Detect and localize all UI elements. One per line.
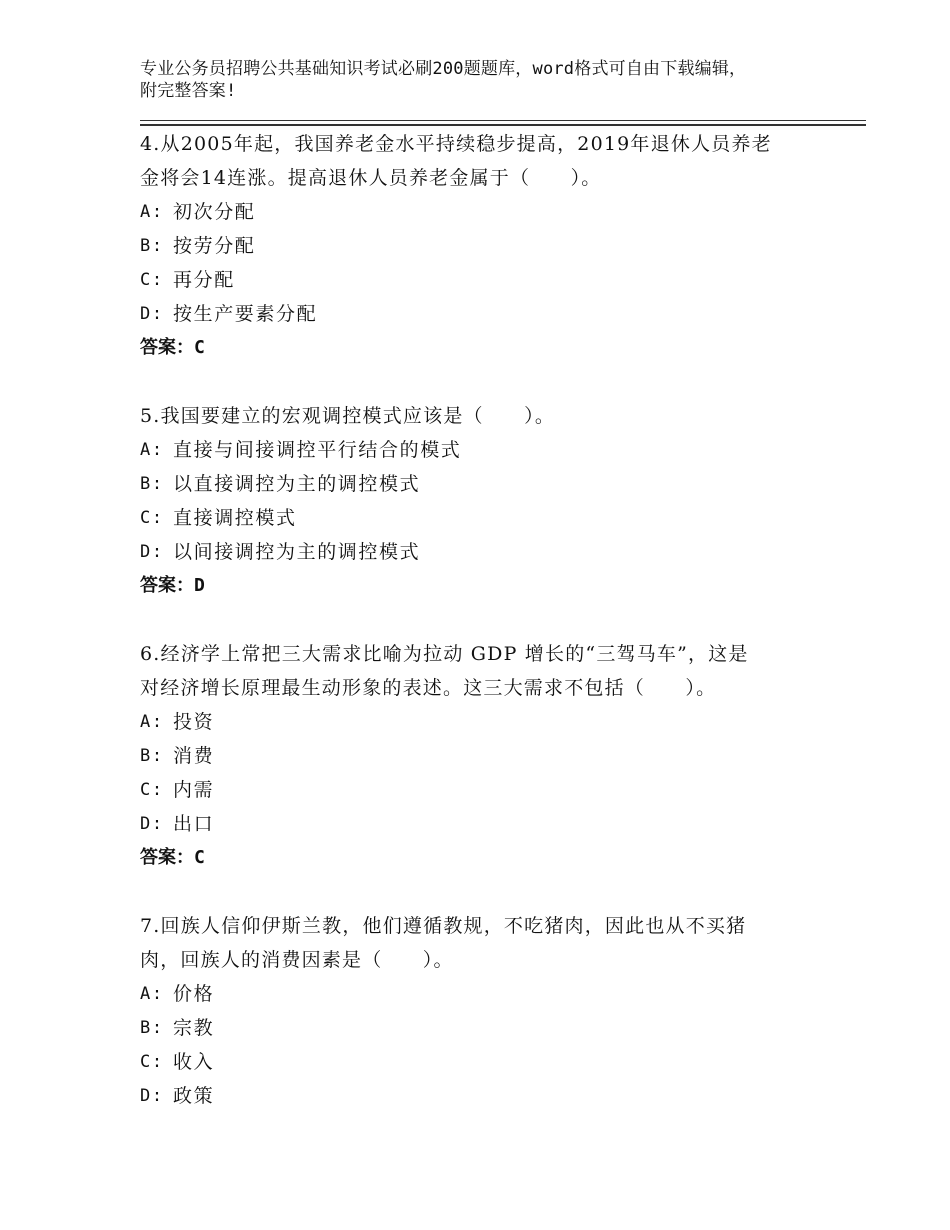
header-rule-thick (140, 124, 866, 126)
option-letter: B: (140, 1018, 164, 1038)
question-stem-cont: 对经济增长原理最生动形象的表述。这三大需求不包括（ ）。 (140, 677, 717, 699)
option-c (140, 263, 860, 297)
page-header (140, 58, 840, 102)
option-letter: A: (140, 440, 164, 460)
option-text: 政策 (173, 1085, 215, 1107)
option-text: 再分配 (173, 269, 235, 291)
option-text: 以直接调控为主的调控模式 (173, 473, 421, 495)
answer-label: 答案：C (140, 337, 205, 358)
option-letter: D: (140, 814, 164, 834)
option-text: 内需 (173, 779, 215, 801)
question-stem: 6.经济学上常把三大需求比喻为拉动 GDP 增长的“三驾马车”，这是 (140, 643, 749, 665)
option-b (140, 1011, 860, 1045)
option-text: 价格 (173, 983, 215, 1005)
question-7 (140, 909, 860, 1113)
option-letter: D: (140, 1086, 164, 1106)
option-letter: C: (140, 1052, 164, 1072)
option-b (140, 229, 860, 263)
option-c (140, 1045, 860, 1079)
option-a (140, 705, 860, 739)
option-text: 投资 (173, 711, 215, 733)
option-a (140, 977, 860, 1011)
option-a (140, 433, 860, 467)
question-stem: 5.我国要建立的宏观调控模式应该是（ ）。 (140, 405, 556, 427)
option-b (140, 739, 860, 773)
option-d (140, 807, 860, 841)
option-d (140, 1079, 860, 1113)
option-text: 宗教 (173, 1017, 215, 1039)
option-letter: D: (140, 542, 164, 562)
option-letter: B: (140, 236, 164, 256)
option-a (140, 195, 860, 229)
question-stem: 4.从2005年起，我国养老金水平持续稳步提高，2019年退休人员养老 (140, 133, 772, 155)
question-list (140, 127, 860, 1147)
option-text: 直接调控模式 (173, 507, 297, 529)
answer-label: 答案：C (140, 847, 205, 868)
option-b (140, 467, 860, 501)
option-d (140, 297, 860, 331)
option-text: 消费 (173, 745, 215, 767)
option-d (140, 535, 860, 569)
option-text: 按劳分配 (173, 235, 256, 257)
option-c (140, 773, 860, 807)
option-letter: A: (140, 984, 164, 1004)
option-text: 直接与间接调控平行结合的模式 (173, 439, 462, 461)
header-line-2: 附完整答案! (140, 81, 237, 101)
answer-label: 答案：D (140, 575, 205, 596)
option-letter: B: (140, 474, 164, 494)
option-letter: A: (140, 202, 164, 222)
option-text: 出口 (173, 813, 215, 835)
option-letter: B: (140, 746, 164, 766)
question-stem: 7.回族人信仰伊斯兰教，他们遵循教规，不吃猪肉，因此也从不买猪 (140, 915, 747, 937)
header-rule-thin (140, 120, 866, 121)
option-text: 按生产要素分配 (173, 303, 318, 325)
header-line-1: 专业公务员招聘公共基础知识考试必刷200题题库，word格式可自由下载编辑， (140, 59, 747, 79)
option-text: 初次分配 (173, 201, 256, 223)
option-text: 以间接调控为主的调控模式 (173, 541, 421, 563)
question-stem-cont: 肉，回族人的消费因素是（ ）。 (140, 949, 454, 971)
question-5 (140, 399, 860, 603)
option-letter: C: (140, 508, 164, 528)
question-stem-cont: 金将会14连涨。提高退休人员养老金属于（ ）。 (140, 167, 602, 189)
option-c (140, 501, 860, 535)
option-text: 收入 (173, 1051, 215, 1073)
option-letter: C: (140, 780, 164, 800)
option-letter: A: (140, 712, 164, 732)
option-letter: C: (140, 270, 164, 290)
question-6 (140, 637, 860, 875)
question-4 (140, 127, 860, 365)
option-letter: D: (140, 304, 164, 324)
